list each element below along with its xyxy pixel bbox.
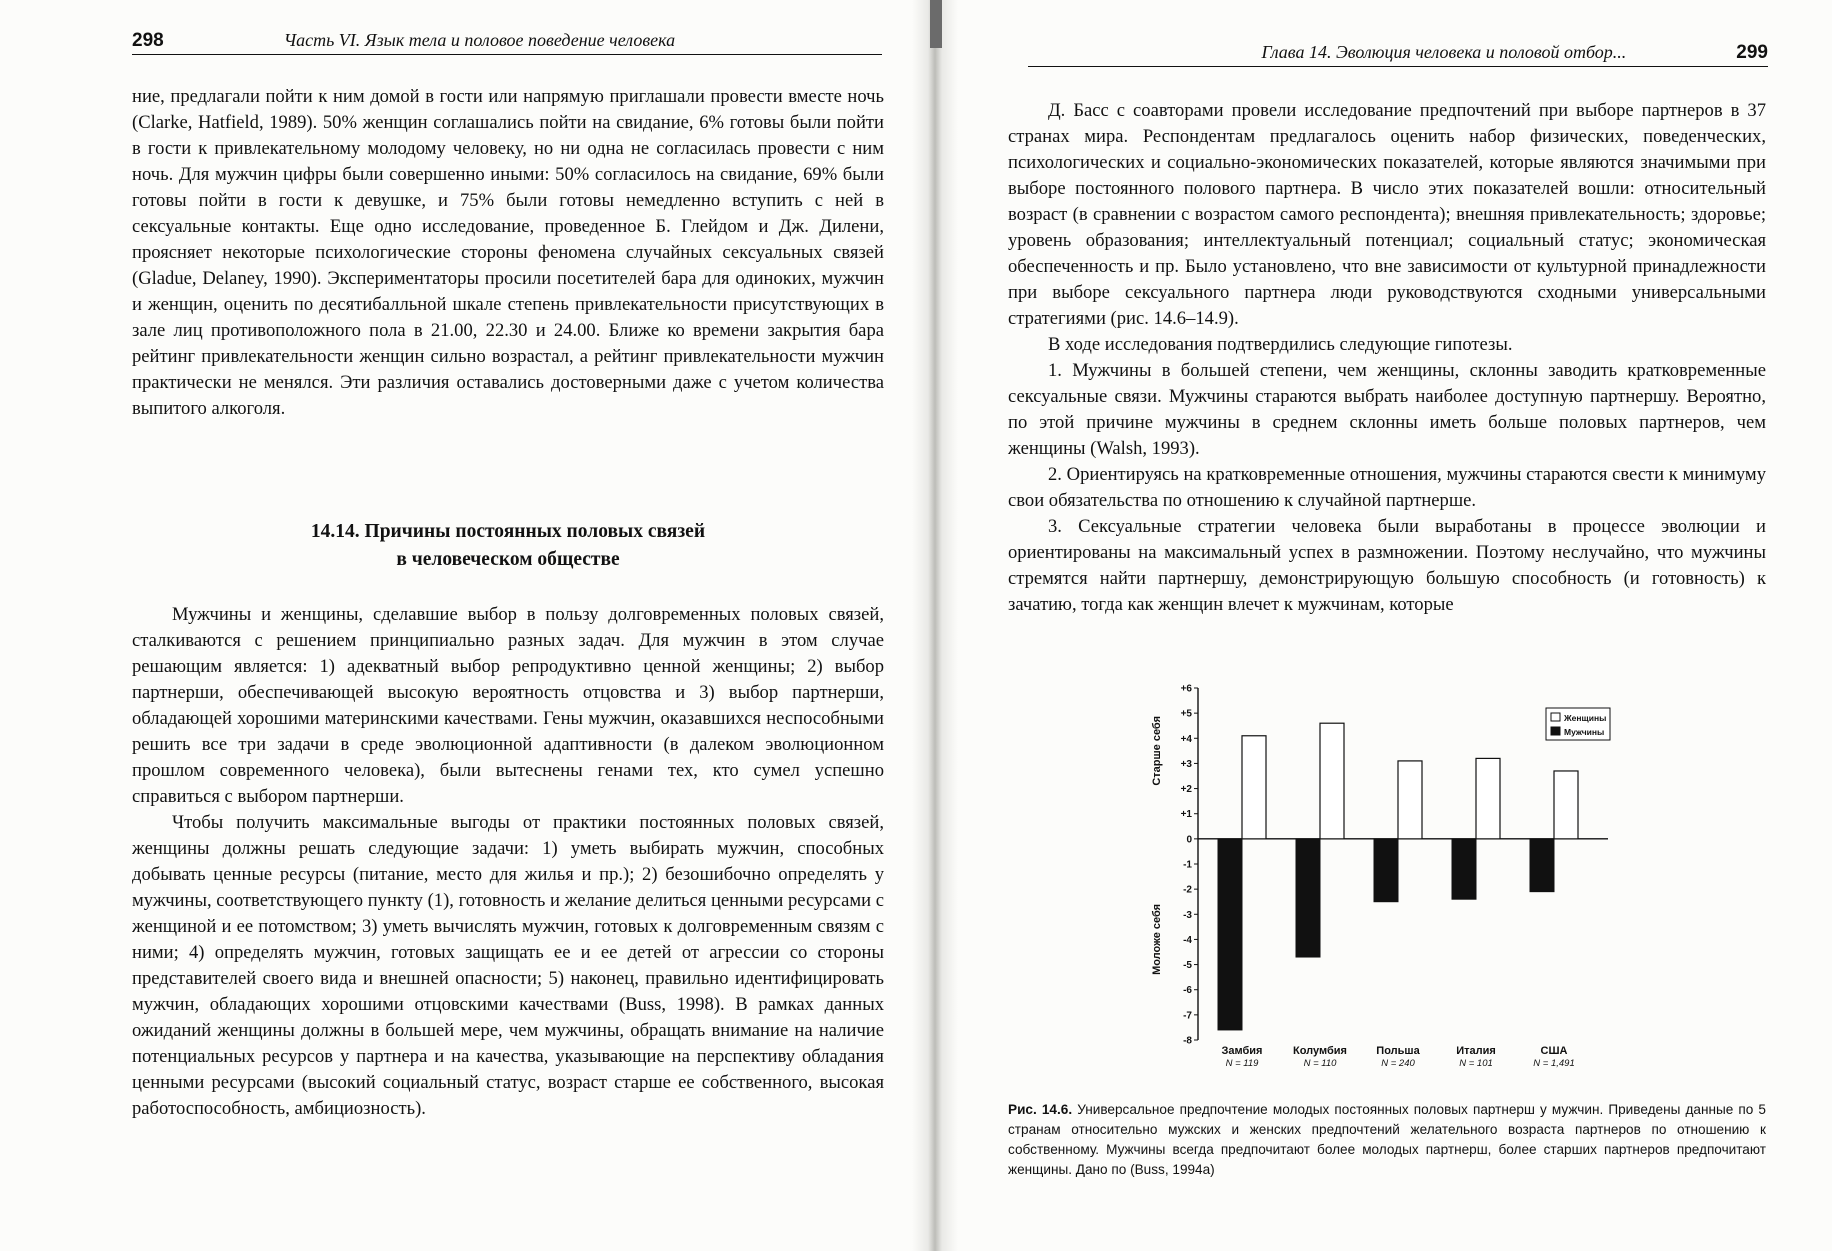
y-tick-label: +4: [1180, 733, 1192, 745]
legend-swatch-women: [1551, 713, 1560, 721]
book-gutter: [912, 0, 958, 1251]
y-axis-label-younger: Моложе себя: [1151, 903, 1163, 975]
chart-bars: [1218, 723, 1578, 1030]
left-running-head: Часть VI. Язык тела и половое поведение человека: [283, 30, 676, 50]
right-page: [958, 0, 1832, 1251]
bar-men-4: [1530, 839, 1554, 892]
figure-caption: [1008, 1100, 1766, 1180]
left-text-top: [132, 84, 884, 422]
left-page-number: 298: [132, 30, 164, 51]
right-text: [1008, 98, 1766, 618]
y-tick-label: -4: [1183, 934, 1192, 946]
sample-size-label: N = 240: [1381, 1058, 1415, 1069]
category-label: Колумбия: [1293, 1045, 1347, 1057]
y-tick-label: -7: [1183, 1010, 1192, 1022]
category-label: Италия: [1456, 1045, 1496, 1057]
section-heading-line1: 14.14. Причины постоянных половых связей: [310, 521, 706, 542]
chart-legend: [1546, 708, 1610, 740]
sample-size-label: N = 101: [1459, 1058, 1493, 1069]
bar-women-4: [1554, 771, 1578, 839]
y-tick-label: +6: [1180, 683, 1192, 695]
bar-women-2: [1398, 761, 1422, 839]
right-page-number: 299: [1736, 42, 1768, 63]
section-heading: [132, 518, 884, 574]
legend-swatch-men: [1551, 727, 1560, 735]
figure-caption-lead: Рис. 14.6.: [1008, 1102, 1073, 1117]
left-page-header: [132, 30, 882, 55]
bar-men-1: [1296, 839, 1320, 957]
bar-men-2: [1374, 839, 1398, 902]
right-paragraph-buss-study: Д. Басс с соавторами провели исследование предпочтений при выборе партнеров в 37 странах мира. Респондентам предлагалось оценить набор физических, поведенческих, психологических и социально-экономических показателей, которые являются значимыми при выборе постоянного полового партнера. В число этих показателей вошли: относительный возраст (в сравнении с возрастом самого респондента); внешняя привлекательность; здоровье; уровень образования; интеллектуальный потенциал; социальный статус; экономическая обеспеченность и пр. Было установлено, что вне зависимости от культурной принадлежности при выборе сексуального партнера люди руководствуются сходными универсальными стратегиями (рис. 14.6–14.9).: [1008, 100, 1766, 329]
sample-size-label: N = 110: [1303, 1058, 1337, 1069]
right-running-head: Глава 14. Эволюция человека и половой отбор...: [1261, 42, 1627, 62]
section-heading-line2: в человеческом обществе: [396, 549, 620, 570]
y-tick-label: -3: [1183, 909, 1192, 921]
bar-women-0: [1242, 736, 1266, 839]
left-paragraph-men-tasks: Мужчины и женщины, сделавшие выбор в пользу долговременных половых связей, сталкиваются с решением принципиально разных задач. Для мужчин в этом случае решающим является: 1) адекватный выбор репродуктивно ценной женщины; 2) выбор партнерши, обеспечивающей высокую вероятность отцовства и 3) выбор партнерши, обладающей хорошими материнскими качествами. Гены мужчин, оказавшихся неспособными решить все три задачи в среде эволюционной адаптивности (в далеком эволюционном прошлом современного человека), были вытеснены генами тех, кто сумел успешно справиться с выбором партнерши.: [132, 604, 884, 807]
y-tick-label: -8: [1183, 1035, 1192, 1047]
legend-label-women: Женщины: [1564, 713, 1607, 723]
right-page-header: [1028, 42, 1768, 67]
age-preference-bar-chart: [1088, 672, 1648, 1092]
bar-men-3: [1452, 839, 1476, 899]
left-paragraph-continued: ние, предлагали пойти к ним домой в гости или напрямую приглашали провести вместе ночь (Clarke, Hatfield, 1989). 50% женщин соглашались пойти на свидание, 6% готовы были пойти в гости к привлекательному молодому человеку, но ни одна не согласилась провести с ним ночь. Для мужчин цифры были совершенно иными: 50% согласилось на свидание, 69% были готовы пойти в гости к девушке, и 75% были готовы немедленно вступить с ней в сексуальные контакты. Еще одно исследование, проведенное Б. Глейдом и Дж. Дилени, проясняет некоторые психологические стороны феномена случайных сексуальных связей (Gladue, Delaney, 1990). Экспериментаторы просили посетителей бара для одиноких, мужчин и женщин, оценить по десятибалльной шкале степень привлекательности присутствующих в зале лиц противоположного пола в 21.00, 22.30 и 24.00. Ближе ко времени закрытия бара рейтинг привлекательности женщин сильно возрастал, а рейтинг привлекательности мужчин практически не менялся. Эти различия оставались достоверными даже с учетом количества выпитого алкоголя.: [132, 86, 884, 419]
left-page: [0, 0, 912, 1251]
bar-women-3: [1476, 758, 1500, 838]
sample-size-label: N = 1,491: [1533, 1058, 1575, 1069]
category-label: Польша: [1376, 1045, 1420, 1057]
y-tick-label: +3: [1180, 758, 1192, 770]
y-tick-label: +2: [1180, 784, 1192, 796]
chart-labels: [1222, 1045, 1575, 1069]
figure-14-6: [1088, 672, 1648, 1092]
y-tick-label: -6: [1183, 985, 1192, 997]
y-axis-label-older: Старше себя: [1151, 716, 1163, 786]
y-tick-label: -1: [1183, 859, 1192, 871]
left-paragraph-women-tasks: Чтобы получить максимальные выгоды от практики постоянных половых связей, женщины должны решать следующие задачи: 1) уметь выбирать мужчин, способных добывать ценные ресурсы (питание, место для жилья и пр.); 2) безошибочно определять у мужчины, соответствующего пункту (1), готовность и желание делиться ценными ресурсами с женщиной и ее потомством; 3) уметь вычислять мужчин, готовых к долговременным связям с ними; 4) определять мужчин, готовых защищать ее и ее детей от агрессии со стороны представителей своего вида и внешней опасности; 5) наконец, правильно идентифицировать мужчин, обладающих хорошими отцовскими качествами (Buss, 1998). В рамках данных ожиданий женщины должны в большей мере, чем мужчины, обращать внимание на наличие потенциальных ресурсов у партнера и на качества, указывающие на перспективу обладания ценными ресурсами (высокий социальный статус, возраст старше ее собственного, высокая работоспособность, амбициозность).: [132, 812, 884, 1119]
sample-size-label: N = 119: [1225, 1058, 1259, 1069]
y-tick-label: -2: [1183, 884, 1192, 896]
right-paragraph-hypothesis-1: 1. Мужчины в большей степени, чем женщины, склонны заводить кратковременные сексуальные связи. Мужчины стараются выбрать наиболее доступную партнершу. Вероятно, по этой причине мужчины в среднем склонны иметь больше половых партнеров, чем женщины (Walsh, 1993).: [1008, 360, 1766, 459]
y-tick-label: -5: [1183, 960, 1192, 972]
right-paragraph-hypothesis-2: 2. Ориентируясь на кратковременные отношения, мужчины стараются свести к минимуму свои обязательства по отношению к случайной партнерше.: [1008, 464, 1766, 511]
bar-women-1: [1320, 723, 1344, 839]
category-label: Замбия: [1221, 1045, 1263, 1057]
figure-caption-text: Универсальное предпочтение молодых постоянных половых партнерш у мужчин. Приведены данные по 5 странам относительно мужских и женских предпочтений желательного возраста партнеров по отношению к собственному. Мужчины всегда предпочитают более молодых партнерш, более старших партнеров предпочитают женщины. Дано по (Buss, 1994a): [1008, 1102, 1766, 1177]
right-paragraph-hypotheses-intro: В ходе исследования подтвердились следующие гипотезы.: [1048, 334, 1513, 355]
legend-label-men: Мужчины: [1564, 727, 1605, 737]
left-text-bottom: [132, 602, 884, 1122]
category-label: США: [1540, 1045, 1568, 1057]
gutter-shadow-mark: [930, 0, 942, 48]
right-paragraph-hypothesis-3: 3. Сексуальные стратегии человека были выработаны в процессе эволюции и ориентированы на максимальный успех в размножении. Поэтому неслучайно, что мужчины стремятся найти партнершу, демонстрирующую большую способность (и готовность) к зачатию, тогда как женщин влечет к мужчинам, которые: [1008, 516, 1766, 615]
y-tick-label: +1: [1180, 809, 1192, 821]
y-tick-label: 0: [1186, 834, 1192, 846]
bar-men-0: [1218, 839, 1242, 1030]
y-tick-label: +5: [1180, 708, 1192, 720]
